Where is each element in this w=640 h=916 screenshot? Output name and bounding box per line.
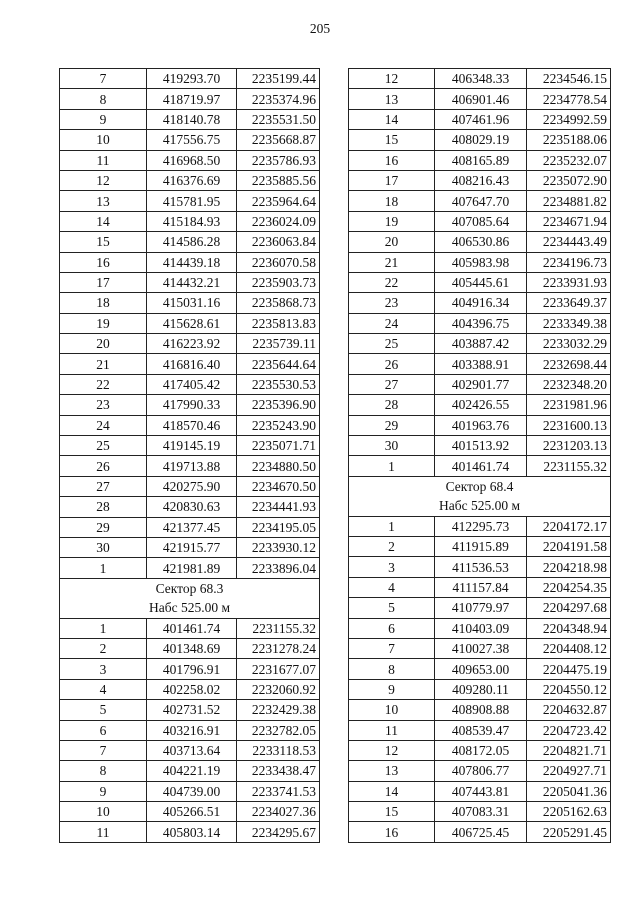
y-coordinate-cell: 2235374.96 [237,89,320,109]
table-row [60,191,320,211]
y-coordinate-cell: 2234881.82 [527,191,611,211]
y-coordinate-cell: 2231677.07 [237,659,320,679]
point-number-cell: 4 [349,577,435,597]
point-number-cell: 9 [349,679,435,699]
point-number-cell: 4 [60,679,147,699]
point-number-cell: 30 [349,436,435,456]
x-coordinate-cell: 421915.77 [147,537,237,557]
y-coordinate-cell: 2233118.53 [237,740,320,760]
x-coordinate-cell: 407085.64 [435,211,527,231]
y-coordinate-cell: 2204297.68 [527,598,611,618]
table-row [60,130,320,150]
y-coordinate-cell: 2235813.83 [237,313,320,333]
table-row [349,638,611,658]
x-coordinate-cell: 414586.28 [147,232,237,252]
point-number-cell: 15 [349,130,435,150]
point-number-cell: 22 [349,272,435,292]
y-coordinate-cell: 2233438.47 [237,761,320,781]
y-coordinate-cell: 2235644.64 [237,354,320,374]
y-coordinate-cell: 2234441.93 [237,497,320,517]
x-coordinate-cell: 408029.19 [435,130,527,150]
sector-header-cell [60,578,320,618]
point-number-cell: 19 [60,313,147,333]
point-number-cell: 10 [60,130,147,150]
y-coordinate-cell: 2233349.38 [527,313,611,333]
table-row [349,537,611,557]
x-coordinate-cell: 418570.46 [147,415,237,435]
point-number-cell: 13 [349,761,435,781]
x-coordinate-cell: 419293.70 [147,69,237,89]
table-row [349,395,611,415]
table-row [349,700,611,720]
x-coordinate-cell: 401461.74 [435,456,527,476]
point-number-cell: 8 [60,761,147,781]
x-coordinate-cell: 406901.46 [435,89,527,109]
x-coordinate-cell: 416223.92 [147,334,237,354]
table-row [349,598,611,618]
point-number-cell: 28 [349,395,435,415]
table-row [349,557,611,577]
y-coordinate-cell: 2204254.35 [527,577,611,597]
x-coordinate-cell: 415031.16 [147,293,237,313]
y-coordinate-cell: 2231155.32 [527,456,611,476]
point-number-cell: 18 [349,191,435,211]
y-coordinate-cell: 2204821.71 [527,740,611,760]
point-number-cell: 14 [349,781,435,801]
y-coordinate-cell: 2205291.45 [527,822,611,842]
x-coordinate-cell: 401796.91 [147,659,237,679]
table-row [60,761,320,781]
table-row [349,822,611,842]
sector-header-row [60,578,320,618]
table-row [60,374,320,394]
y-coordinate-cell: 2234196.73 [527,252,611,272]
y-coordinate-cell: 2235071.71 [237,436,320,456]
y-coordinate-cell: 2231600.13 [527,415,611,435]
table-row [349,232,611,252]
point-number-cell: 24 [60,415,147,435]
point-number-cell: 1 [60,558,147,578]
table-row [349,150,611,170]
x-coordinate-cell: 419713.88 [147,456,237,476]
y-coordinate-cell: 2204348.94 [527,618,611,638]
point-number-cell: 7 [60,740,147,760]
table-row [349,740,611,760]
point-number-cell: 26 [349,354,435,374]
table-row [60,89,320,109]
x-coordinate-cell: 405803.14 [147,822,237,842]
y-coordinate-cell: 2231981.96 [527,395,611,415]
table-row [349,252,611,272]
sector-title: Сектор 68.4 [445,479,514,495]
point-number-cell: 23 [60,395,147,415]
x-coordinate-cell: 404396.75 [435,313,527,333]
y-coordinate-cell: 2231155.32 [237,618,320,638]
y-coordinate-cell: 2234671.94 [527,211,611,231]
point-number-cell: 21 [349,252,435,272]
point-number-cell: 28 [60,497,147,517]
y-coordinate-cell: 2234195.05 [237,517,320,537]
table-row [60,497,320,517]
x-coordinate-cell: 415781.95 [147,191,237,211]
table-row [60,109,320,129]
x-coordinate-cell: 404739.00 [147,781,237,801]
point-number-cell: 6 [349,618,435,638]
y-coordinate-cell: 2235964.64 [237,191,320,211]
x-coordinate-cell: 406725.45 [435,822,527,842]
point-number-cell: 12 [349,740,435,760]
x-coordinate-cell: 401513.92 [435,436,527,456]
x-coordinate-cell: 403713.64 [147,740,237,760]
point-number-cell: 16 [349,150,435,170]
y-coordinate-cell: 2236024.09 [237,211,320,231]
table-row [60,334,320,354]
table-row [60,415,320,435]
point-number-cell: 15 [60,232,147,252]
x-coordinate-cell: 418140.78 [147,109,237,129]
x-coordinate-cell: 407806.77 [435,761,527,781]
table-row [60,395,320,415]
point-number-cell: 22 [60,374,147,394]
y-coordinate-cell: 2234778.54 [527,89,611,109]
table-row [349,130,611,150]
point-number-cell: 23 [349,293,435,313]
y-coordinate-cell: 2233741.53 [237,781,320,801]
table-row [60,272,320,292]
point-number-cell: 18 [60,293,147,313]
y-coordinate-cell: 2235396.90 [237,395,320,415]
x-coordinate-cell: 414439.18 [147,252,237,272]
y-coordinate-cell: 2204218.98 [527,557,611,577]
point-number-cell: 3 [60,659,147,679]
y-coordinate-cell: 2204475.19 [527,659,611,679]
y-coordinate-cell: 2204927.71 [527,761,611,781]
point-number-cell: 12 [349,69,435,89]
x-coordinate-cell: 402901.77 [435,374,527,394]
y-coordinate-cell: 2234992.59 [527,109,611,129]
x-coordinate-cell: 403887.42 [435,334,527,354]
x-coordinate-cell: 405266.51 [147,802,237,822]
x-coordinate-cell: 403216.91 [147,720,237,740]
table-row [349,69,611,89]
point-number-cell: 29 [349,415,435,435]
point-number-cell: 27 [60,476,147,496]
x-coordinate-cell: 409280.11 [435,679,527,699]
x-coordinate-cell: 404916.34 [435,293,527,313]
point-number-cell: 1 [60,618,147,638]
table-row [349,436,611,456]
point-number-cell: 3 [349,557,435,577]
y-coordinate-cell: 2233032.29 [527,334,611,354]
x-coordinate-cell: 410027.38 [435,638,527,658]
table-row [60,476,320,496]
x-coordinate-cell: 406530.86 [435,232,527,252]
coordinates-table-left [59,68,320,843]
table-row [349,618,611,638]
table-row [349,191,611,211]
y-coordinate-cell: 2204723.42 [527,720,611,740]
table-row [349,679,611,699]
x-coordinate-cell: 404221.19 [147,761,237,781]
point-number-cell: 11 [60,822,147,842]
x-coordinate-cell: 417405.42 [147,374,237,394]
table-row [60,456,320,476]
x-coordinate-cell: 410403.09 [435,618,527,638]
table-row [349,761,611,781]
y-coordinate-cell: 2235885.56 [237,170,320,190]
point-number-cell: 14 [60,211,147,231]
point-number-cell: 17 [60,272,147,292]
x-coordinate-cell: 411536.53 [435,557,527,577]
point-number-cell: 2 [349,537,435,557]
x-coordinate-cell: 408216.43 [435,170,527,190]
table-row [60,150,320,170]
table-row [60,700,320,720]
point-number-cell: 16 [60,252,147,272]
table-row [349,313,611,333]
y-coordinate-cell: 2204408.12 [527,638,611,658]
table-row [60,781,320,801]
x-coordinate-cell: 407461.96 [435,109,527,129]
table-row [349,516,611,536]
point-number-cell: 1 [349,516,435,536]
point-number-cell: 7 [349,638,435,658]
table-row [349,415,611,435]
sector-header-row [349,476,611,516]
x-coordinate-cell: 412295.73 [435,516,527,536]
point-number-cell: 17 [349,170,435,190]
table-row [349,109,611,129]
x-coordinate-cell: 408908.88 [435,700,527,720]
table-row [349,720,611,740]
point-number-cell: 20 [60,334,147,354]
point-number-cell: 30 [60,537,147,557]
table-row [349,577,611,597]
y-coordinate-cell: 2231278.24 [237,638,320,658]
y-coordinate-cell: 2232782.05 [237,720,320,740]
table-row [349,354,611,374]
point-number-cell: 29 [60,517,147,537]
x-coordinate-cell: 408539.47 [435,720,527,740]
y-coordinate-cell: 2235530.53 [237,374,320,394]
sector-height: Набс 525.00 м [148,600,231,616]
point-number-cell: 14 [349,109,435,129]
x-coordinate-cell: 421981.89 [147,558,237,578]
x-coordinate-cell: 421377.45 [147,517,237,537]
table-row [349,89,611,109]
point-number-cell: 9 [60,781,147,801]
y-coordinate-cell: 2235903.73 [237,272,320,292]
table-row [60,659,320,679]
y-coordinate-cell: 2205162.63 [527,802,611,822]
table-row [60,679,320,699]
table-row [349,659,611,679]
y-coordinate-cell: 2235188.06 [527,130,611,150]
point-number-cell: 19 [349,211,435,231]
y-coordinate-cell: 2232698.44 [527,354,611,374]
point-number-cell: 24 [349,313,435,333]
y-coordinate-cell: 2233931.93 [527,272,611,292]
point-number-cell: 1 [349,456,435,476]
table-row [60,720,320,740]
x-coordinate-cell: 407443.81 [435,781,527,801]
x-coordinate-cell: 411915.89 [435,537,527,557]
point-number-cell: 9 [60,109,147,129]
table-row [349,272,611,292]
y-coordinate-cell: 2233896.04 [237,558,320,578]
x-coordinate-cell: 415628.61 [147,313,237,333]
table-row [60,558,320,578]
y-coordinate-cell: 2205041.36 [527,781,611,801]
point-number-cell: 13 [60,191,147,211]
y-coordinate-cell: 2234027.36 [237,802,320,822]
x-coordinate-cell: 411157.84 [435,577,527,597]
x-coordinate-cell: 407647.70 [435,191,527,211]
x-coordinate-cell: 402258.02 [147,679,237,699]
y-coordinate-cell: 2231203.13 [527,436,611,456]
y-coordinate-cell: 2235531.50 [237,109,320,129]
y-coordinate-cell: 2204550.12 [527,679,611,699]
x-coordinate-cell: 406348.33 [435,69,527,89]
y-coordinate-cell: 2235786.93 [237,150,320,170]
table-row [60,170,320,190]
table-row [60,252,320,272]
point-number-cell: 5 [60,700,147,720]
point-number-cell: 8 [60,89,147,109]
x-coordinate-cell: 416816.40 [147,354,237,374]
table-row [349,374,611,394]
y-coordinate-cell: 2204632.87 [527,700,611,720]
y-coordinate-cell: 2233930.12 [237,537,320,557]
table-row [60,293,320,313]
table-row [60,537,320,557]
table-row [60,436,320,456]
table-row [349,802,611,822]
y-coordinate-cell: 2235199.44 [237,69,320,89]
table-row [349,211,611,231]
x-coordinate-cell: 401348.69 [147,638,237,658]
x-coordinate-cell: 401963.76 [435,415,527,435]
y-coordinate-cell: 2232348.20 [527,374,611,394]
y-coordinate-cell: 2234295.67 [237,822,320,842]
table-row [60,232,320,252]
table-row [60,618,320,638]
point-number-cell: 8 [349,659,435,679]
point-number-cell: 7 [60,69,147,89]
point-number-cell: 15 [349,802,435,822]
y-coordinate-cell: 2234670.50 [237,476,320,496]
table-row [60,69,320,89]
point-number-cell: 10 [349,700,435,720]
x-coordinate-cell: 405983.98 [435,252,527,272]
y-coordinate-cell: 2234546.15 [527,69,611,89]
x-coordinate-cell: 402426.55 [435,395,527,415]
point-number-cell: 16 [349,822,435,842]
x-coordinate-cell: 417990.33 [147,395,237,415]
point-number-cell: 13 [349,89,435,109]
point-number-cell: 25 [349,334,435,354]
y-coordinate-cell: 2204172.17 [527,516,611,536]
x-coordinate-cell: 402731.52 [147,700,237,720]
point-number-cell: 27 [349,374,435,394]
x-coordinate-cell: 407083.31 [435,802,527,822]
x-coordinate-cell: 410779.97 [435,598,527,618]
y-coordinate-cell: 2235668.87 [237,130,320,150]
table-row [349,456,611,476]
table-row [349,781,611,801]
sector-height: Набс 525.00 м [438,498,521,514]
coordinates-table-right [348,68,611,843]
table-row [60,740,320,760]
x-coordinate-cell: 420275.90 [147,476,237,496]
sector-title: Сектор 68.3 [155,581,224,597]
x-coordinate-cell: 420830.63 [147,497,237,517]
table-row [349,334,611,354]
x-coordinate-cell: 418719.97 [147,89,237,109]
point-number-cell: 6 [60,720,147,740]
table-row [60,822,320,842]
point-number-cell: 21 [60,354,147,374]
point-number-cell: 2 [60,638,147,658]
point-number-cell: 11 [60,150,147,170]
x-coordinate-cell: 408165.89 [435,150,527,170]
point-number-cell: 12 [60,170,147,190]
y-coordinate-cell: 2235739.11 [237,334,320,354]
x-coordinate-cell: 414432.21 [147,272,237,292]
point-number-cell: 5 [349,598,435,618]
table-row [349,170,611,190]
x-coordinate-cell: 416376.69 [147,170,237,190]
x-coordinate-cell: 409653.00 [435,659,527,679]
y-coordinate-cell: 2234880.50 [237,456,320,476]
table-row [349,293,611,313]
y-coordinate-cell: 2232429.38 [237,700,320,720]
point-number-cell: 11 [349,720,435,740]
point-number-cell: 25 [60,436,147,456]
x-coordinate-cell: 403388.91 [435,354,527,374]
x-coordinate-cell: 401461.74 [147,618,237,638]
y-coordinate-cell: 2235868.73 [237,293,320,313]
table-row [60,802,320,822]
x-coordinate-cell: 417556.75 [147,130,237,150]
y-coordinate-cell: 2236070.58 [237,252,320,272]
point-number-cell: 20 [349,232,435,252]
y-coordinate-cell: 2233649.37 [527,293,611,313]
table-row [60,354,320,374]
x-coordinate-cell: 415184.93 [147,211,237,231]
y-coordinate-cell: 2236063.84 [237,232,320,252]
x-coordinate-cell: 405445.61 [435,272,527,292]
point-number-cell: 10 [60,802,147,822]
x-coordinate-cell: 408172.05 [435,740,527,760]
x-coordinate-cell: 416968.50 [147,150,237,170]
table-row [60,517,320,537]
y-coordinate-cell: 2204191.58 [527,537,611,557]
y-coordinate-cell: 2235243.90 [237,415,320,435]
table-row [60,638,320,658]
y-coordinate-cell: 2235072.90 [527,170,611,190]
table-row [60,313,320,333]
page-number: 205 [309,21,331,36]
point-number-cell: 26 [60,456,147,476]
sector-header-cell [349,476,611,516]
y-coordinate-cell: 2234443.49 [527,232,611,252]
y-coordinate-cell: 2235232.07 [527,150,611,170]
table-row [60,211,320,231]
y-coordinate-cell: 2232060.92 [237,679,320,699]
x-coordinate-cell: 419145.19 [147,436,237,456]
